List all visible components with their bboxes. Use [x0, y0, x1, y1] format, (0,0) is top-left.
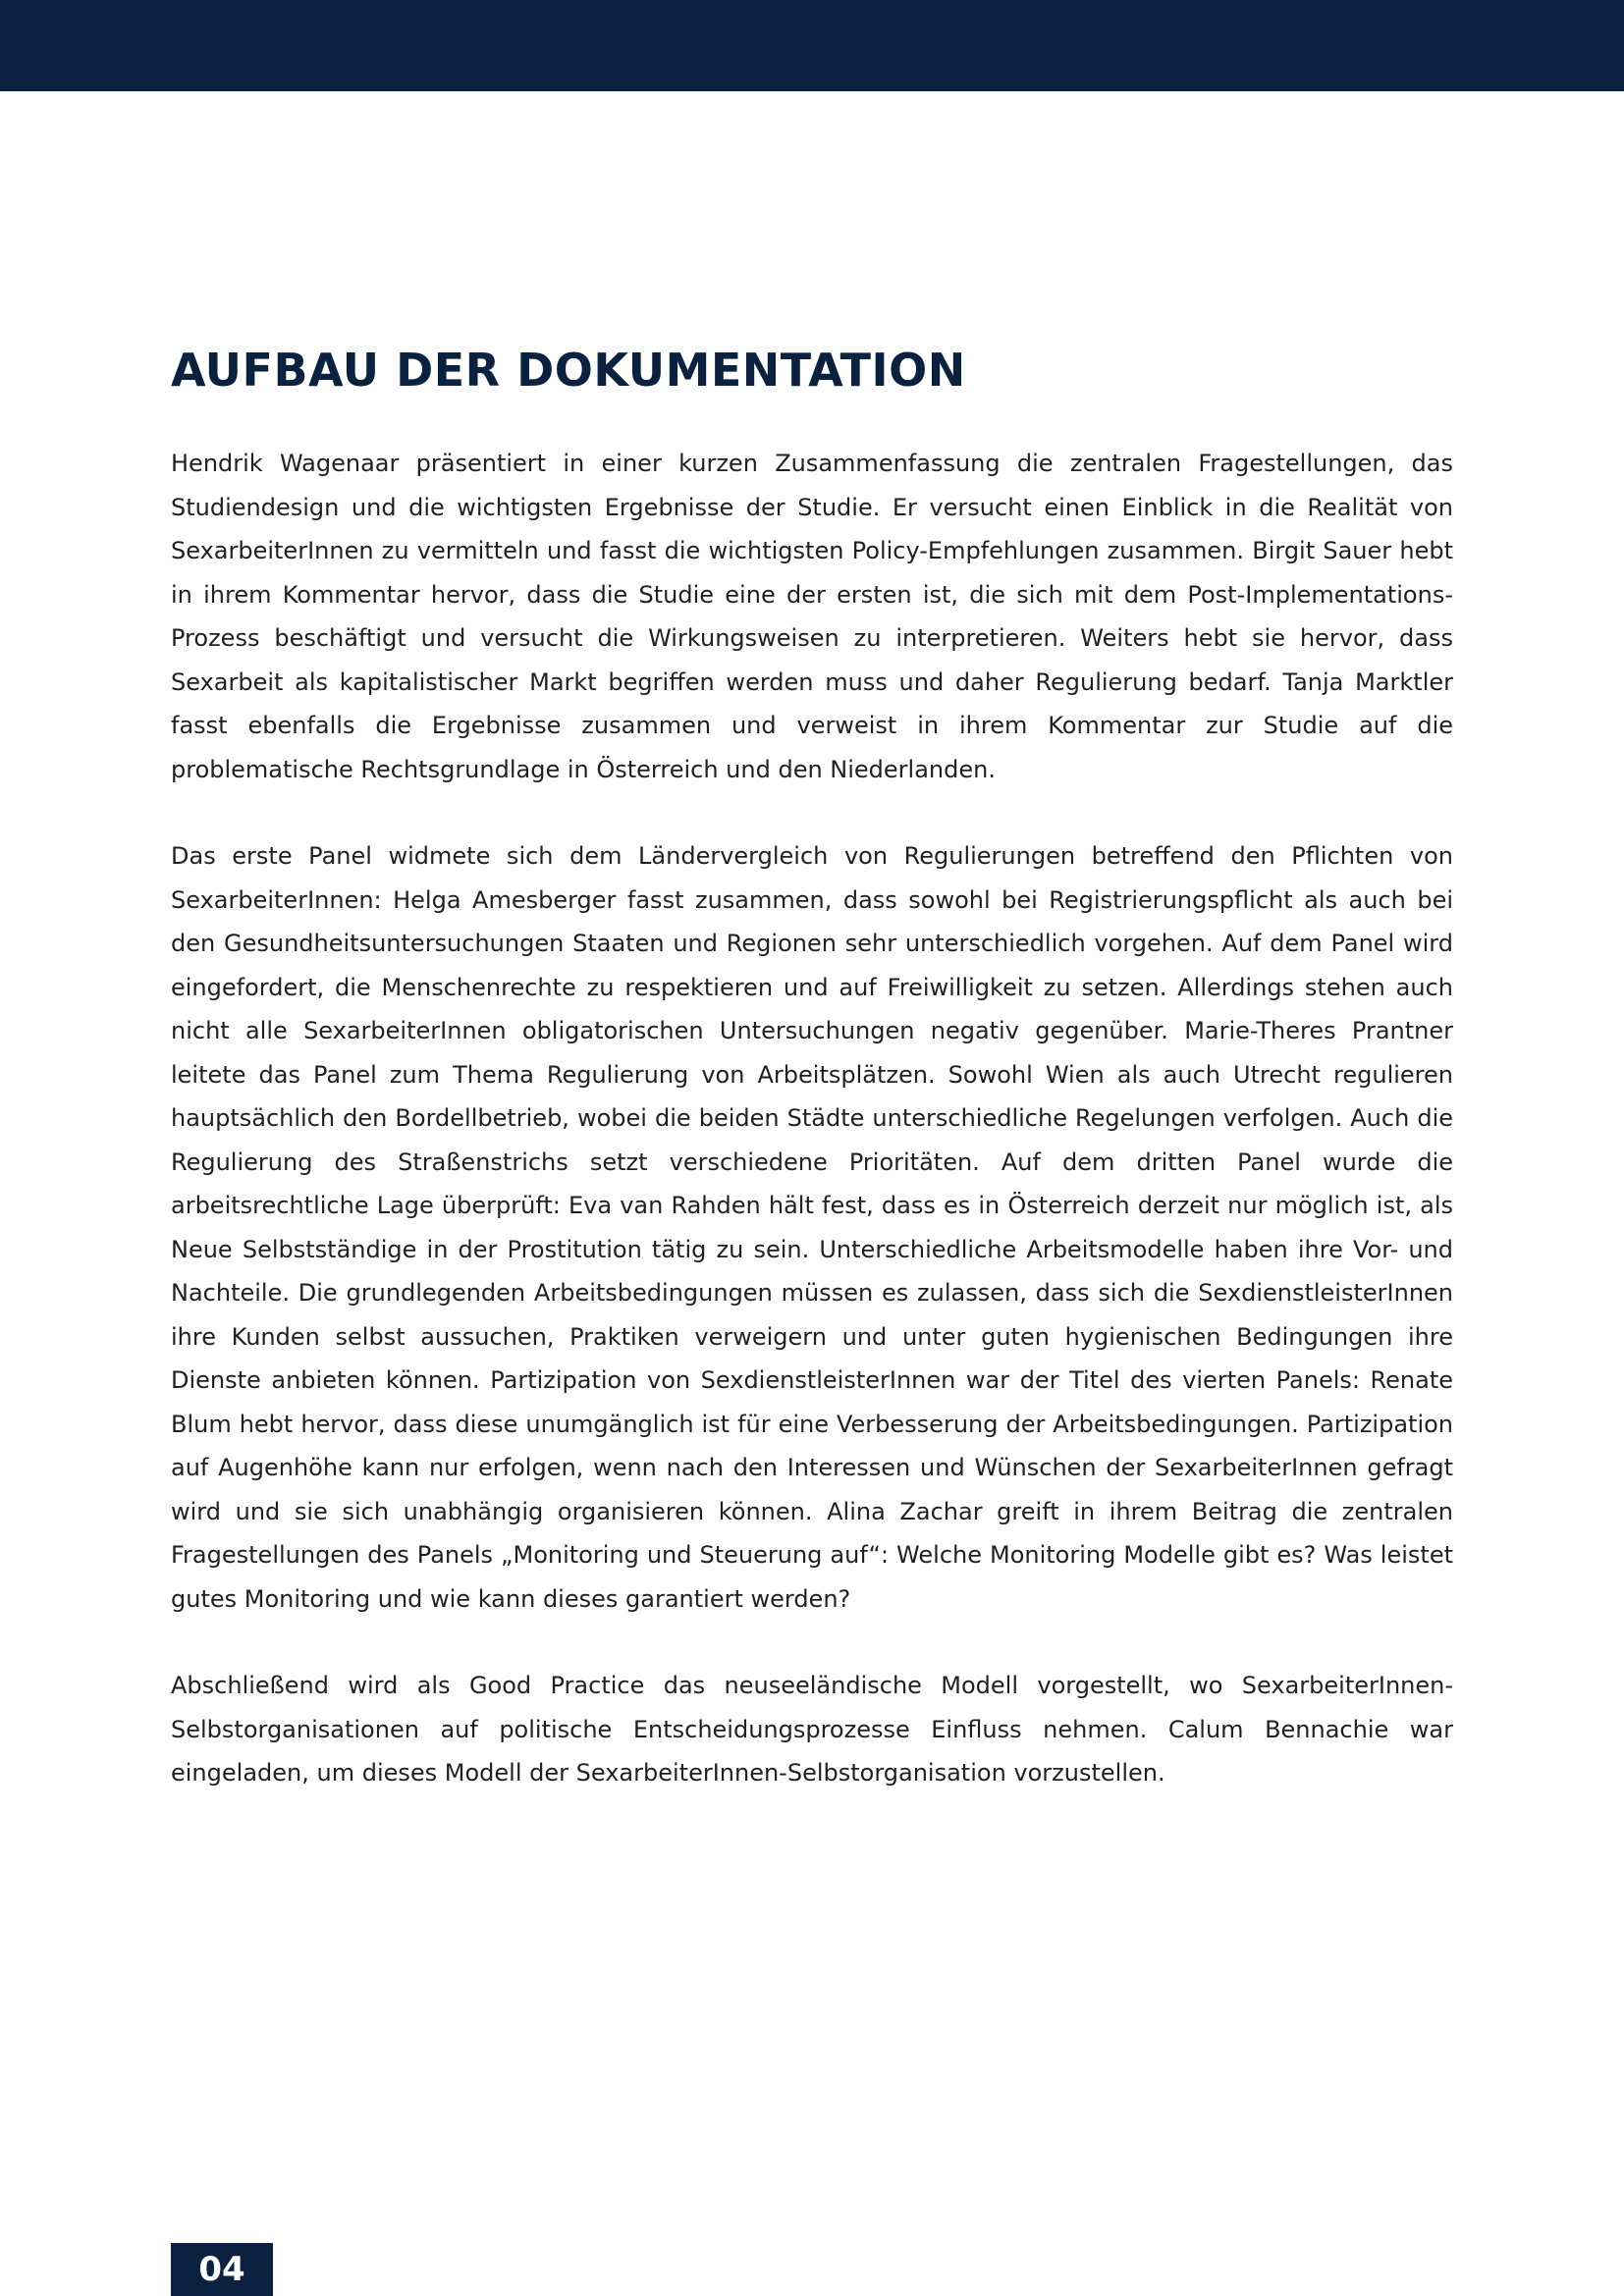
page-content	[171, 340, 1453, 1795]
paragraph-panels: Das erste Panel widmete sich dem Ländervergleich von Regulierungen betreffend den Pflichten von SexarbeiterInnen: Helga Amesberger fasst zusammen, dass sowohl bei Registrierungspflicht als auch bei den Gesundheitsuntersuchungen Staaten und Regionen sehr unterschiedlich vorgehen. Auf dem Panel wird eingefordert, die Menschenrechte zu respektieren und auf Freiwilligkeit zu setzen. Allerdings stehen auch nicht alle SexarbeiterInnen obligatorischen Untersuchungen negativ gegenüber. Marie-Theres Prantner leitete das Panel zum Thema Regulierung von Arbeitsplätzen. Sowohl Wien als auch Utrecht regulieren hauptsächlich den Bordellbetrieb, wobei die beiden Städte unterschiedliche Regelungen verfolgen. Auch die Regulierung des Straßenstrichs setzt verschiedene Prioritäten. Auf dem dritten Panel wurde die arbeitsrechtliche Lage überprüft: Eva van Rahden hält fest, dass es in Österreich derzeit nur möglich ist, als Neue Selbstständige in der Prostitution tätig zu sein. Unterschiedliche Arbeitsmodelle haben ihre Vor- und Nachteile. Die grundlegenden Arbeitsbedingungen müssen es zulassen, dass sich die SexdienstleisterInnen ihre Kunden selbst aussuchen, Praktiken verweigern und unter guten hygienischen Bedingungen ihre Dienste anbieten können. Partizipation von SexdienstleisterInnen war der Titel des vierten Panels: Renate Blum hebt hervor, dass diese unumgänglich ist für eine Verbesserung der Arbeitsbedingungen. Partizipation auf Augenhöhe kann nur erfolgen, wenn nach den Interessen und Wünschen der SexarbeiterInnen gefragt wird und sie sich unabhängig organisieren können. Alina Zachar greift in ihrem Beitrag die zentralen Fragestellungen des Panels „Monitoring und Steuerung auf“: Welche Monitoring Modelle gibt es? Was leistet gutes Monitoring und wie kann dieses garantiert werden?	[171, 842, 1453, 1613]
paragraph-summary: Hendrik Wagenaar präsentiert in einer kurzen Zusammenfassung die zentralen Fragestellungen, das Studiendesign und die wichtigsten Ergebnisse der Studie. Er versucht einen Einblick in die Realität von SexarbeiterInnen zu vermitteln und fasst die wichtigsten Policy-Empfehlungen zusammen. Birgit Sauer hebt in ihrem Kommentar hervor, dass die Studie eine der ersten ist, die sich mit dem Post-Implementations-Prozess beschäftigt und versucht die Wirkungsweisen zu interpretieren. Weiters hebt sie hervor, dass Sexarbeit als kapitalistischer Markt begriffen werden muss und daher Regulierung bedarf. Tanja Marktler fasst ebenfalls die Ergebnisse zusammen und verweist in ihrem Kommentar zur Studie auf die problematische Rechtsgrundlage in Österreich und den Niederlanden.	[171, 450, 1453, 783]
page-number: 04	[171, 2243, 273, 2296]
paragraph-good-practice: Abschließend wird als Good Practice das neuseeländische Modell vorgestellt, wo SexarbeiterInnen-Selbstorganisationen auf politische Entscheidungsprozesse Einfluss nehmen. Calum Bennachie war eingeladen, um dieses Modell der SexarbeiterInnen-Selbstorganisation vorzustellen.	[171, 1672, 1453, 1787]
header-band	[0, 0, 1624, 91]
page-title: AUFBAU DER DOKUMENTATION	[171, 344, 966, 397]
